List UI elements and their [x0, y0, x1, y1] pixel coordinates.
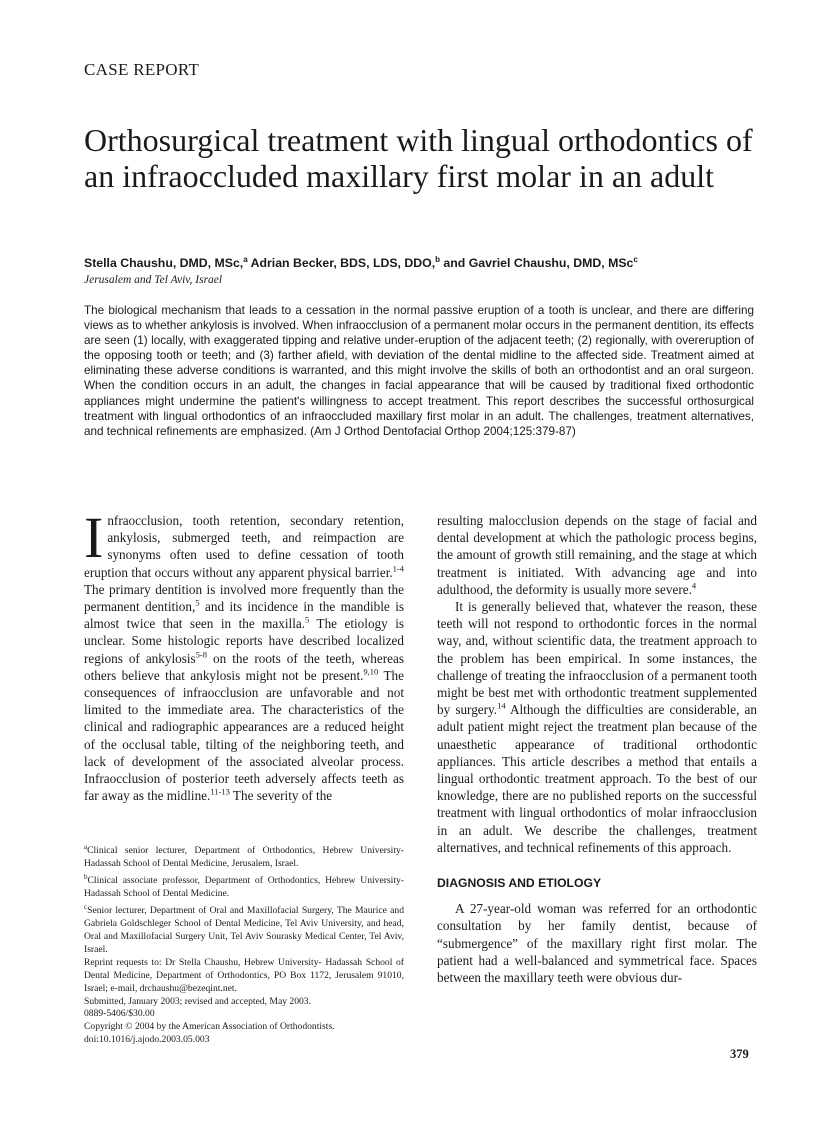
body-text: nfraocclusion, tooth retention, secondary retention, ankylosis, submerged teeth, and reimpaction are synonyms often used to define cessation of tooth eruption that occurs without any apparent physical barrier.: [84, 513, 404, 580]
body-text: on the roots of the teeth, whereas others believe that ankylosis might not be present.: [84, 650, 404, 683]
article-title: Orthosurgical treatment with lingual orthodontics of an infraoccluded maxillary first molar in an adult: [84, 122, 753, 194]
citation: 4: [691, 580, 697, 591]
doi: doi:10.1016/j.ajodo.2003.05.003: [84, 1034, 210, 1046]
footnote-text: Clinical associate professor, Department of Orthodontics, Hebrew University-Hadassah School of Dental Medicine.: [84, 875, 404, 900]
body-text: The severity of the: [229, 788, 333, 804]
footnote-b: [84, 871, 404, 901]
copyright: Copyright © 2004 by the American Association of Orthodontists.: [84, 1021, 335, 1033]
body-text: and its incidence in the mandible is almost twice that seen in the maxilla.: [84, 599, 404, 632]
author-affiliation: Jerusalem and Tel Aviv, Israel: [84, 274, 223, 286]
citation: 14: [497, 700, 506, 711]
body-column-right: [437, 512, 757, 986]
citation: 1-4: [392, 563, 404, 574]
page-number: 379: [730, 1047, 749, 1061]
drop-cap: I: [84, 505, 104, 570]
author-line: [84, 255, 774, 270]
footnote-mark: b: [84, 873, 88, 881]
paragraph: [437, 598, 757, 856]
citation: 5: [305, 614, 310, 625]
author-3-affil-mark: c: [633, 255, 638, 264]
citation: 9,10: [363, 666, 379, 677]
body-text: The primary dentition is involved more frequently than the permanent dentition,: [84, 581, 404, 615]
reprint-requests: Reprint requests to: Dr Stella Chaushu, Hebrew University- Hadassah School of Dental Medicine, Department of Orthodontics, PO Box 1172, Jerusalem 91010, Israel; e-mail, drchaushu@bezeqint.net.: [84, 956, 404, 994]
submission-dates: Submitted, January 2003; revised and accepted, May 2003.: [84, 995, 311, 1007]
body-text: resulting malocclusion depends on the stage of facial and dental development at which the pathologic process begins, the amount of growth still remaining, and the stage at which treatment is initiated. With advancing age and into adulthood, the deformity is usually more severe.: [437, 513, 757, 597]
footnotes: [84, 841, 404, 1047]
body-text: The consequences of infraocclusion are unfavorable and not limited to the immediate area. The characteristics of the clinical and radiographic appearances are a reduced height of the occlusal table, tilting of the neighboring teeth, and lack of development of the associated alveolar process. Infraocclusion of posterior teeth adversely affects teeth as far away as the midline.: [84, 667, 404, 804]
citation: 11-13: [210, 786, 230, 797]
footnote-mark: c: [84, 903, 88, 911]
section-label: CASE REPORT: [84, 60, 200, 79]
paragraph: A 27-year-old woman was referred for an orthodontic consultation by her family dentist, because of “submergence” of the maxillary right first molar. The patient had a well-balanced and symmetrical face. Spaces between the maxillary teeth were obvious dur-: [437, 901, 757, 986]
section-heading: DIAGNOSIS AND ETIOLOGY: [437, 876, 602, 891]
intro-paragraph: [84, 505, 404, 804]
author-3: and Gavriel Chaushu, DMD, MSc: [440, 256, 634, 271]
author-2: Adrian Becker, BDS, LDS, DDO,: [247, 256, 436, 271]
footnote-c: [84, 901, 404, 957]
author-1-affil-mark: a: [243, 255, 248, 264]
body-text: The etiology is unclear. Some histologic reports have described localized regions of ankylosis: [84, 616, 404, 666]
footnote-mark: a: [84, 843, 88, 851]
footnote-text: Clinical senior lecturer, Department of Orthodontics, Hebrew University-Hadassah School of Dental Medicine, Jerusalem, Israel.: [84, 845, 404, 870]
citation: 5: [195, 597, 200, 608]
citation: 5-8: [195, 649, 207, 660]
author-1: Stella Chaushu, DMD, MSc,: [84, 256, 244, 271]
issn: 0889-5406/$30.00: [84, 1008, 155, 1020]
footnote-a: [84, 841, 404, 871]
footnote-text: Senior lecturer, Department of Oral and Maxillofacial Surgery, The Maurice and Gabriela Goldschleger School of Dental Medicine, Tel Aviv University, and head, Oral and Maxillofacial Surgery Unit, Tel Aviv Sourasky Medical Center, Tel Aviv, Israel.: [84, 905, 404, 955]
body-text: Although the difficulties are considerable, an adult patient might reject the treatment plan because of the unaesthetic appearance of traditional orthodontic appliances. This article describes a method that entails a lingual orthodontic treatment approach. To the best of our knowledge, there are no published reports on the successful treatment with lingual orthodontics of molar infraocclusion in an adult. We describe the challenges, treatment alternatives, and technical refinements of this approach.: [437, 702, 757, 855]
author-2-affil-mark: b: [435, 255, 441, 264]
abstract: The biological mechanism that leads to a cessation in the normal passive eruption of a tooth is unclear, and there are differing views as to whether ankylosis is involved. When infraocclusion of a permanent molar occurs in the permanent dentition, its effects are seen (1) locally, with exaggerated tipping and relative under-eruption of the adjacent teeth; (2) regionally, with overeruption of the opposing tooth or teeth; and (3) farther afield, with deviation of the dental midline to the affected side. Treatment aimed at eliminating these adverse conditions is warranted, and this might involve the skills of both an orthodontist and an oral surgeon. When the condition occurs in an adult, the changes in facial appearance that will be caused by traditional fixed orthodontic appliances might undermine the patient's willingness to accept treatment. This report describes the successful orthosurgical treatment with lingual orthodontics of an infraoccluded maxillary first molar in an adult. The challenges, treatment alternatives, and technical refinements are emphasized. (Am J Orthod Dentofacial Orthop 2004;125:379-87): [84, 304, 754, 438]
body-column-left: [84, 505, 404, 804]
body-text: It is generally believed that, whatever the reason, these teeth will not respond to orthodontic forces in the normal way, and, without scientific data, the treatment approach to the problem has been empirical. In some instances, the challenge of treating the infraocclusion of a permanent tooth might be best met with orthodontic treatment supplemented by surgery.: [437, 599, 757, 718]
paragraph: [437, 512, 757, 598]
